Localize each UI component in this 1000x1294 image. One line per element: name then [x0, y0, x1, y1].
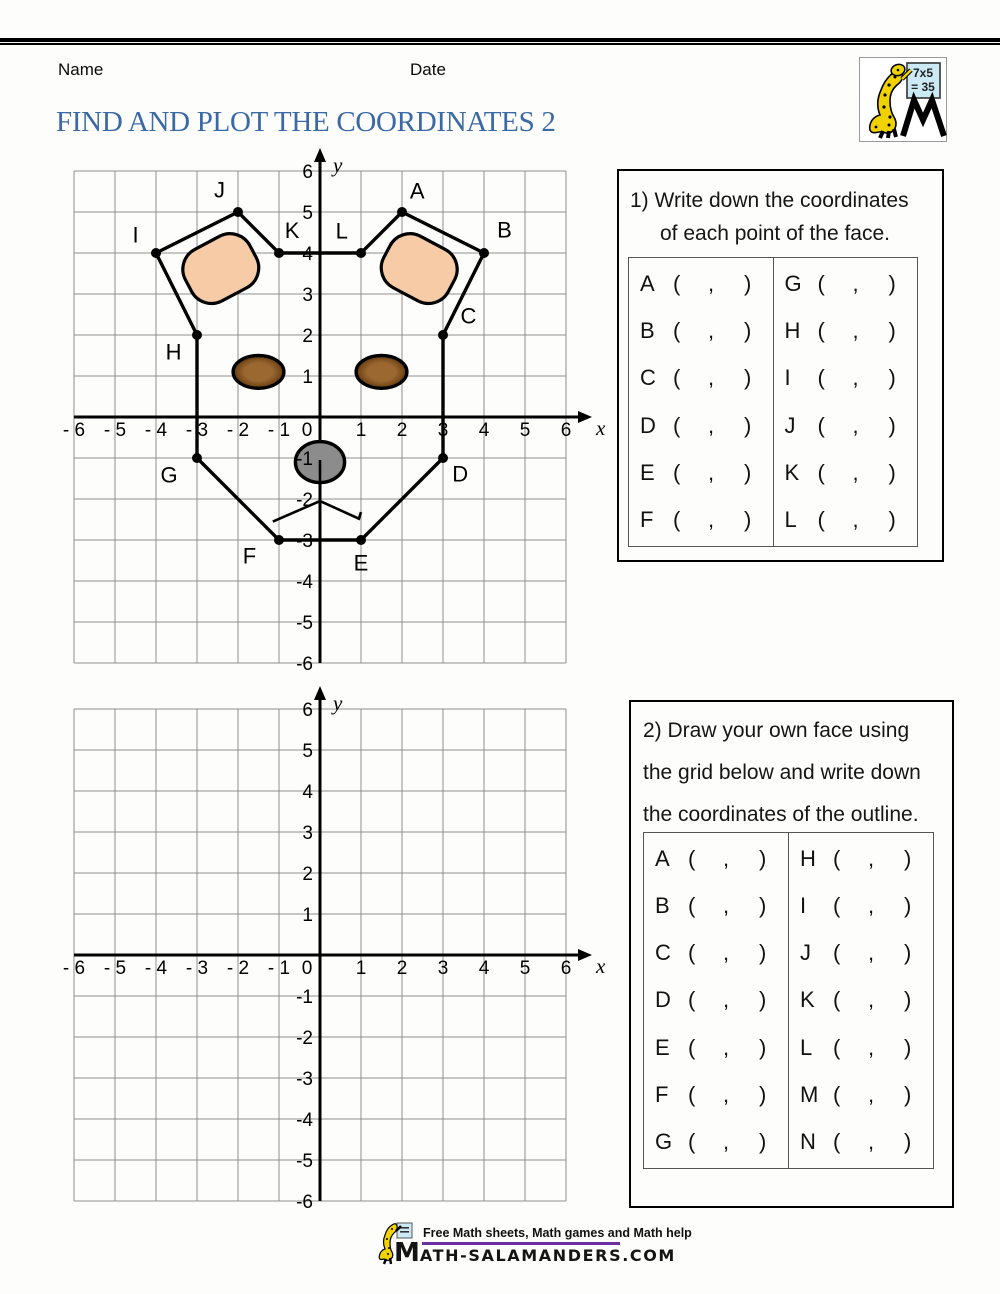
x-axis-arrow	[578, 411, 592, 423]
coord-row-A	[629, 260, 773, 307]
comma-paren: ,	[852, 459, 859, 485]
open-paren: (	[817, 317, 825, 343]
point-label-E: E	[353, 550, 369, 576]
comma-paren: ,	[708, 507, 715, 533]
point-letter-G: G	[784, 270, 802, 296]
name-label: Name	[58, 60, 104, 79]
comma-paren: ,	[723, 1129, 730, 1155]
point-letter-A: A	[655, 845, 670, 871]
point-label-B: B	[497, 217, 512, 243]
coord-row-K	[789, 977, 933, 1024]
x-tick-4: 4	[478, 958, 490, 979]
coord-row-D	[644, 977, 788, 1024]
x-tick--4: - 4	[144, 958, 168, 979]
y-tick--6: -6	[296, 1192, 313, 1213]
x-tick--6: - 6	[62, 958, 86, 979]
open-paren: (	[688, 892, 696, 918]
close-paren: )	[759, 845, 767, 871]
q2-table-left-column	[644, 833, 788, 1168]
coord-row-C	[644, 930, 788, 977]
vertex-dot-J	[233, 207, 243, 217]
vertex-dot-C	[438, 330, 448, 340]
y-tick--2: -2	[296, 1028, 313, 1049]
comma-paren: ,	[868, 892, 875, 918]
coordinate-grid-face	[50, 145, 620, 690]
x-tick--1: - 1	[267, 420, 291, 441]
top-divider-bar	[0, 38, 1000, 45]
footer-site-name	[394, 1238, 676, 1268]
x-tick-0: 0	[301, 958, 313, 979]
coord-row-M	[789, 1071, 933, 1118]
y-tick--6: -6	[296, 654, 313, 675]
point-letter-G: G	[655, 1129, 673, 1155]
footer-site-rest: ATH-SALAMANDERS.COM	[419, 1246, 676, 1265]
coord-row-J	[789, 930, 933, 977]
y-tick-4: 4	[302, 244, 313, 265]
point-letter-F: F	[655, 1082, 669, 1108]
x-tick--5: - 5	[103, 958, 127, 979]
open-paren: (	[673, 317, 681, 343]
close-paren: )	[759, 987, 767, 1013]
open-paren: (	[833, 1034, 841, 1060]
point-letter-I: I	[784, 365, 791, 391]
point-letter-E: E	[655, 1034, 670, 1060]
y-tick-5: 5	[302, 741, 313, 762]
coord-row-F	[644, 1071, 788, 1118]
vertex-dot-D	[438, 453, 448, 463]
right-eye	[356, 356, 407, 389]
x-tick-3: 3	[437, 958, 449, 979]
question-2-line-1: 2) Draw your own face using	[643, 719, 910, 742]
comma-paren: ,	[868, 940, 875, 966]
y-tick-1: 1	[302, 905, 313, 926]
y-tick--1: -1	[296, 987, 313, 1008]
coord-row-G	[774, 260, 918, 307]
question-1-box	[617, 169, 944, 562]
close-paren: )	[904, 987, 912, 1013]
multiplication-board-icon	[907, 63, 940, 98]
point-letter-J: J	[800, 940, 811, 966]
question-2-box	[629, 700, 954, 1208]
date-label: Date	[410, 60, 446, 79]
comma-paren: ,	[708, 365, 715, 391]
close-paren: )	[744, 365, 752, 391]
comma-paren: ,	[708, 412, 715, 438]
comma-paren: ,	[852, 317, 859, 343]
y-axis-letter: y	[333, 691, 343, 715]
close-paren: )	[744, 317, 752, 343]
x-tick--4: - 4	[144, 420, 168, 441]
comma-paren: ,	[852, 270, 859, 296]
open-paren: (	[833, 1129, 841, 1155]
x-tick--3: - 3	[185, 420, 209, 441]
point-label-G: G	[160, 462, 178, 488]
point-letter-B: B	[640, 317, 655, 343]
open-paren: (	[817, 412, 825, 438]
open-paren: (	[833, 987, 841, 1013]
question-2-line-2: the grid below and write down	[643, 761, 921, 784]
coord-row-B	[629, 307, 773, 354]
math-salamanders-logo	[859, 57, 947, 142]
close-paren: )	[759, 1129, 767, 1155]
comma-paren: ,	[708, 270, 715, 296]
vertex-dot-I	[151, 248, 161, 258]
vertex-dot-L	[356, 248, 366, 258]
close-paren: )	[904, 1082, 912, 1108]
right-ear	[373, 226, 465, 312]
y-tick--3: -3	[296, 531, 313, 552]
close-paren: )	[888, 412, 896, 438]
point-letter-I: I	[800, 892, 807, 918]
point-label-C: C	[460, 303, 477, 329]
coord-row-F	[629, 497, 773, 544]
point-label-F: F	[242, 543, 257, 569]
y-tick-4: 4	[302, 782, 313, 803]
y-tick--1: -1	[296, 449, 313, 470]
open-paren: (	[688, 1082, 696, 1108]
y-tick--5: -5	[296, 1151, 313, 1172]
point-letter-D: D	[655, 987, 671, 1013]
question-1-answer-table	[628, 257, 918, 547]
comma-paren: ,	[852, 412, 859, 438]
close-paren: )	[759, 940, 767, 966]
x-tick--3: - 3	[185, 958, 209, 979]
x-tick--6: - 6	[62, 420, 86, 441]
close-paren: )	[888, 507, 896, 533]
coord-row-K	[774, 449, 918, 496]
comma-paren: ,	[708, 459, 715, 485]
axes	[74, 699, 580, 1201]
open-paren: (	[688, 845, 696, 871]
point-letter-A: A	[640, 270, 655, 296]
question-2-line-3: the coordinates of the outline.	[643, 803, 919, 826]
point-letter-C: C	[640, 365, 656, 391]
open-paren: (	[673, 412, 681, 438]
y-tick--3: -3	[296, 1069, 313, 1090]
page-title: FIND AND PLOT THE COORDINATES 2	[56, 106, 556, 138]
x-tick--1: - 1	[267, 958, 291, 979]
y-tick--4: -4	[296, 572, 313, 593]
x-tick-5: 5	[519, 420, 531, 441]
close-paren: )	[904, 940, 912, 966]
point-letter-J: J	[784, 412, 796, 438]
point-label-D: D	[452, 461, 469, 487]
question-2-answer-table	[643, 832, 934, 1169]
open-paren: (	[817, 270, 825, 296]
point-label-L: L	[335, 218, 348, 244]
coord-row-E	[644, 1024, 788, 1071]
close-paren: )	[744, 459, 752, 485]
y-tick--4: -4	[296, 1110, 313, 1131]
point-letter-H: H	[784, 317, 801, 343]
point-letter-F: F	[640, 507, 654, 533]
open-paren: (	[817, 459, 825, 485]
close-paren: )	[904, 892, 912, 918]
footer-tagline: Free Math sheets, Math games and Math help	[423, 1226, 692, 1240]
footer-site-m: M	[394, 1238, 420, 1268]
close-paren: )	[744, 270, 752, 296]
point-letter-B: B	[655, 892, 670, 918]
vertex-dot-G	[192, 453, 202, 463]
coord-row-L	[774, 497, 918, 544]
y-tick-2: 2	[302, 326, 313, 347]
left-ear	[175, 226, 267, 312]
close-paren: )	[744, 412, 752, 438]
open-paren: (	[673, 270, 681, 296]
comma-paren: ,	[852, 507, 859, 533]
coord-row-B	[644, 882, 788, 929]
y-axis-arrow	[314, 148, 326, 162]
x-tick--5: - 5	[103, 420, 127, 441]
y-axis-letter: y	[333, 153, 343, 177]
coord-row-I	[789, 882, 933, 929]
comma-paren: ,	[708, 317, 715, 343]
y-tick-2: 2	[302, 864, 313, 885]
coord-row-N	[789, 1119, 933, 1166]
point-label-K: K	[284, 217, 300, 243]
open-paren: (	[688, 1034, 696, 1060]
coord-row-C	[629, 355, 773, 402]
q1-table-right-column	[773, 258, 918, 546]
coord-row-G	[644, 1119, 788, 1166]
point-label-I: I	[132, 222, 139, 248]
point-letter-N: N	[800, 1129, 816, 1155]
open-paren: (	[673, 507, 681, 533]
open-paren: (	[833, 845, 841, 871]
comma-paren: ,	[723, 1034, 730, 1060]
close-paren: )	[888, 365, 896, 391]
open-paren: (	[817, 507, 825, 533]
question-1-line-1: 1) Write down the coordinates	[630, 189, 909, 212]
coord-row-H	[774, 307, 918, 354]
point-label-H: H	[165, 339, 182, 365]
point-letter-K: K	[800, 987, 815, 1013]
y-tick-6: 6	[302, 162, 313, 183]
x-tick-4: 4	[478, 420, 490, 441]
vertex-dot-E	[356, 535, 366, 545]
coord-row-I	[774, 355, 918, 402]
svg-text:7x5: 7x5	[912, 66, 934, 80]
vertex-dot-H	[192, 330, 202, 340]
open-paren: (	[688, 940, 696, 966]
y-tick--2: -2	[296, 490, 313, 511]
point-letter-H: H	[800, 845, 816, 871]
open-paren: (	[673, 365, 681, 391]
point-letter-L: L	[800, 1034, 813, 1060]
comma-paren: ,	[723, 1082, 730, 1108]
close-paren: )	[759, 1082, 767, 1108]
q2-table-right-column	[788, 833, 933, 1168]
y-tick-5: 5	[302, 203, 313, 224]
close-paren: )	[904, 1129, 912, 1155]
x-tick-5: 5	[519, 958, 531, 979]
coordinate-grid-blank	[50, 683, 620, 1228]
coord-row-H	[789, 835, 933, 882]
svg-text:= 35: = 35	[911, 80, 935, 94]
coord-row-A	[644, 835, 788, 882]
vertex-dot-B	[479, 248, 489, 258]
y-tick-3: 3	[302, 823, 313, 844]
vertex-dot-A	[397, 207, 407, 217]
y-tick-1: 1	[302, 367, 313, 388]
close-paren: )	[904, 845, 912, 871]
open-paren: (	[833, 940, 841, 966]
left-eye	[233, 356, 284, 389]
comma-paren: ,	[852, 365, 859, 391]
comma-paren: ,	[723, 940, 730, 966]
x-tick--2: - 2	[226, 958, 250, 979]
point-letter-L: L	[784, 507, 797, 533]
close-paren: )	[759, 1034, 767, 1060]
x-tick-3: 3	[437, 420, 449, 441]
coord-row-D	[629, 402, 773, 449]
coord-row-J	[774, 402, 918, 449]
x-tick-2: 2	[396, 958, 408, 979]
vertex-dot-K	[274, 248, 284, 258]
point-letter-E: E	[640, 459, 655, 485]
comma-paren: ,	[723, 892, 730, 918]
coord-row-E	[629, 449, 773, 496]
y-tick--5: -5	[296, 613, 313, 634]
point-label-J: J	[214, 177, 226, 203]
vertex-dot-F	[274, 535, 284, 545]
comma-paren: ,	[868, 845, 875, 871]
coord-row-L	[789, 1024, 933, 1071]
point-letter-C: C	[655, 940, 671, 966]
q1-table-left-column	[629, 258, 773, 546]
x-tick-1: 1	[355, 420, 367, 441]
comma-paren: ,	[868, 1129, 875, 1155]
open-paren: (	[817, 365, 825, 391]
mouth-line	[320, 501, 361, 519]
y-tick-6: 6	[302, 700, 313, 721]
x-tick-1: 1	[355, 958, 367, 979]
x-tick-6: 6	[560, 958, 572, 979]
x-tick-2: 2	[396, 420, 408, 441]
y-axis-arrow	[314, 686, 326, 700]
open-paren: (	[833, 892, 841, 918]
comma-paren: ,	[868, 1082, 875, 1108]
x-tick--2: - 2	[226, 420, 250, 441]
point-letter-K: K	[784, 459, 800, 485]
point-label-A: A	[409, 178, 425, 204]
comma-paren: ,	[723, 987, 730, 1013]
close-paren: )	[888, 459, 896, 485]
close-paren: )	[888, 317, 896, 343]
point-letter-D: D	[640, 412, 656, 438]
question-1-line-2: of each point of the face.	[660, 222, 890, 245]
comma-paren: ,	[723, 845, 730, 871]
x-axis-arrow	[578, 949, 592, 961]
comma-paren: ,	[868, 987, 875, 1013]
comma-paren: ,	[868, 1034, 875, 1060]
x-axis-letter: x	[596, 416, 606, 440]
close-paren: )	[904, 1034, 912, 1060]
close-paren: )	[888, 270, 896, 296]
close-paren: )	[744, 507, 752, 533]
open-paren: (	[673, 459, 681, 485]
x-axis-letter: x	[596, 954, 606, 978]
point-letter-M: M	[800, 1082, 819, 1108]
close-paren: )	[759, 892, 767, 918]
x-tick-6: 6	[560, 420, 572, 441]
open-paren: (	[833, 1082, 841, 1108]
x-tick-0: 0	[301, 420, 313, 441]
open-paren: (	[688, 987, 696, 1013]
open-paren: (	[688, 1129, 696, 1155]
y-tick-3: 3	[302, 285, 313, 306]
